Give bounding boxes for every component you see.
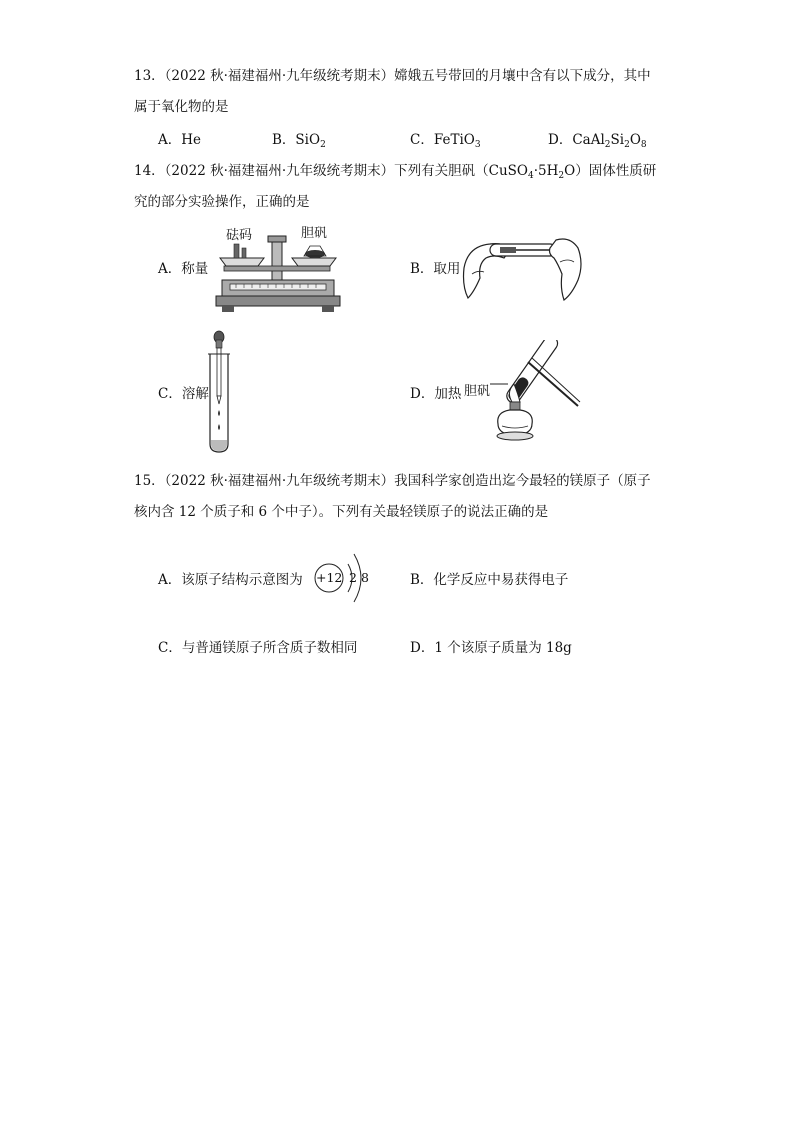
test-tube-taking-figure xyxy=(460,228,584,304)
q13-option-d: D．$CaAl_2Si_2O_8$ xyxy=(548,132,647,150)
q13-option-b: B．SiO$_2$ xyxy=(272,132,326,150)
q13-stem-line2: 属于氧化物的是 xyxy=(134,99,229,115)
atom-shell-1-electrons: 2 xyxy=(349,570,357,585)
q13-option-c: C．FeTiO$_3$ xyxy=(410,132,481,150)
q15-stem-line2: 核内含 12 个质子和 6 个中子）。下列有关最轻镁原子的说法正确的是 xyxy=(134,504,549,520)
q14-option-a-label: A．称量 xyxy=(158,261,209,277)
q15-option-c: C．与普通镁原子所含质子数相同 xyxy=(158,640,358,656)
atom-nucleus-charge: +12 xyxy=(316,570,343,585)
q13-stem-line1: 13．（2022 秋·福建福州·九年级统考期末）嫦娥五号带回的月壤中含有以下成分，其中 xyxy=(134,68,651,84)
q15-option-a-label: A．该原子结构示意图为 xyxy=(158,572,303,588)
balance-figure xyxy=(212,232,352,314)
q14-option-d-label: D．加热 xyxy=(410,386,462,402)
q15-option-b: B．化学反应中易获得电子 xyxy=(410,572,569,588)
heating-figure xyxy=(488,340,584,444)
q15-stem-line1: 15．（2022 秋·福建福州·九年级统考期末）我国科学家创造出迄今最轻的镁原子（原子 xyxy=(134,473,651,489)
q14-option-b-label: B．取用 xyxy=(410,261,461,277)
q14-stem-line1: 14．（2022 秋·福建福州·九年级统考期末）下列有关胆矾$(CuSO_4\cdot 5H_2O)$固体性质研 xyxy=(134,163,657,181)
q14-stem-line2: 究的部分实验操作，正确的是 xyxy=(134,194,310,210)
atom-shell-2-electrons: 8 xyxy=(361,570,369,585)
q13-option-a: A．He xyxy=(158,132,202,148)
weights-tag: 砝码 xyxy=(226,228,253,243)
q15-option-d: D．1 个该原子质量为 18g xyxy=(410,640,572,656)
dropper-dissolving-figure xyxy=(204,330,234,454)
vitriol-tag-d: 胆矾 xyxy=(464,384,491,399)
vitriol-tag-a: 胆矾 xyxy=(301,226,328,241)
q14-option-c-label: C．溶解 xyxy=(158,386,209,402)
